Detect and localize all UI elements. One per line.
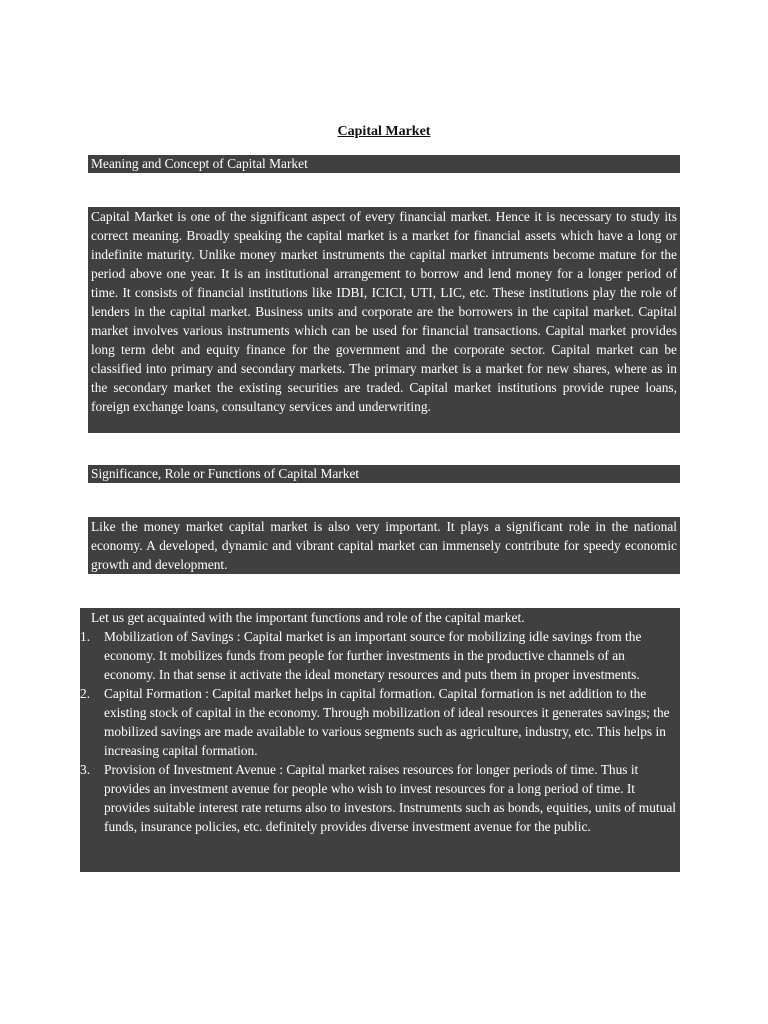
- section-heading-significance: Significance, Role or Functions of Capital Market: [88, 465, 680, 483]
- list-item: [80, 684, 680, 760]
- list-item: [80, 627, 680, 684]
- list-item-number: 3.: [80, 762, 91, 777]
- paragraph-meaning: Capital Market is one of the significant aspect of every financial market. Hence it is necessary to study its correct meaning. Broadly speaking the capital market is a market for financial assets which have a long or indefinite maturity. Unlike money market instruments the capital market intruments become mature for the period above one year. It is an institutional arrangement to borrow and lend money for a longer period of time. It consists of financial institutions like IDBI, ICICI, UTI, LIC, etc. These institutions play the role of lenders in the capital market. Business units and corporate are the borrowers in the capital market. Capital market involves various instruments which can be used for financial transactions. Capital market provides long term debt and equity finance for the government and the corporate sector. Capital market can be classified into primary and secondary markets. The primary market is a market for new shares, where as in the secondary market the existing securities are traded. Capital market institutions provide rupee loans, foreign exchange loans, consultancy services and underwriting.: [88, 207, 680, 433]
- document-title: Capital Market: [337, 124, 431, 139]
- list-item-text: Capital Formation : Capital market helps in capital formation. Capital formation is net addition to the existing stock of capital in the economy. Through mobilization of ideal resources it generates savings; the mobilized savings are made available to various segments such as agriculture, industry, etc. This helps in increasing capital formation.: [104, 686, 670, 758]
- paragraph-significance: Like the money market capital market is also very important. It plays a significant role in the national economy. A developed, dynamic and vibrant capital market can immensely contribute for speedy economic growth and development.: [88, 517, 680, 574]
- list-item-text: Provision of Investment Avenue : Capital market raises resources for longer periods of time. Thus it provides an investment avenue for people who wish to invest resources for a long period of time. It provides suitable interest rate returns also to investors. Instruments such as bonds, equities, units of mutual funds, insurance policies, etc. definitely provides diverse investment avenue for the public.: [104, 762, 676, 834]
- list-item-text: Mobilization of Savings : Capital market is an important source for mobilizing idle savings from the economy. It mobilizes funds from people for further investments in the productive channels of an economy. In that sense it activate the ideal monetary resources and puts them in proper investments.: [104, 629, 642, 682]
- functions-list-box: [80, 608, 680, 872]
- list-item-number: 2.: [80, 686, 91, 701]
- list-item-number: 1.: [80, 629, 91, 644]
- functions-intro: Let us get acquainted with the important functions and role of the capital market.: [91, 610, 525, 625]
- section-heading-meaning: Meaning and Concept of Capital Market: [88, 155, 680, 173]
- list-item: [80, 760, 680, 836]
